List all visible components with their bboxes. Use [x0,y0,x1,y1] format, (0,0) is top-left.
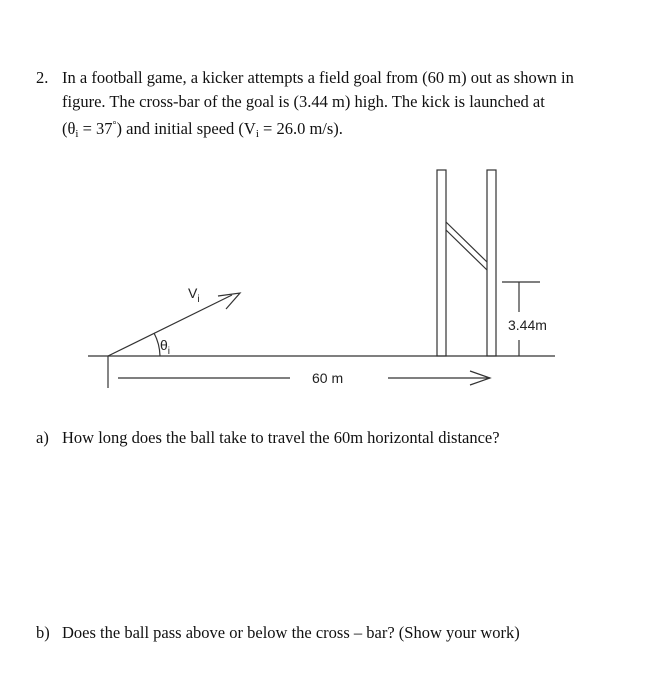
crossbar-line-2 [446,230,487,270]
question-a-label: a) [36,428,49,447]
angle-value: = 37 [78,119,113,138]
question-b [36,622,520,644]
velocity-subscript: i [255,128,259,140]
question-a-text: How long does the ball take to travel the 60m horizontal distance? [62,428,500,447]
paren-open: ( [62,119,68,138]
right-goal-post [487,170,496,356]
height-label: 3.44m [508,317,547,333]
angle-label: $\theta_i$ [160,337,171,357]
theta-symbol: θ [67,119,76,138]
problem-line-2: figure. The cross-bar of the goal is (3.44 m) high. The kick is launched at [62,92,545,111]
crossbar-line-1 [446,222,487,262]
question-b-label: b) [36,623,50,642]
velocity-label: $V_i$ [188,285,200,305]
question-b-text: Does the ball pass above or below the cross – bar? (Show your work) [62,623,520,642]
question-a [36,427,500,449]
problem-number: 2. [36,68,49,87]
problem-line-1: In a football game, a kicker attempts a field goal from (60 m) out as shown in [62,68,574,87]
degree-symbol: ° [112,120,117,131]
distance-label: 60 m [312,370,344,386]
left-goal-post [437,170,446,356]
velocity-arrowhead [218,293,240,309]
speed-value: = 26.0 m/s). [258,119,343,138]
speed-prefix: ) and initial speed (V [116,119,256,138]
theta-subscript: i [75,128,79,140]
